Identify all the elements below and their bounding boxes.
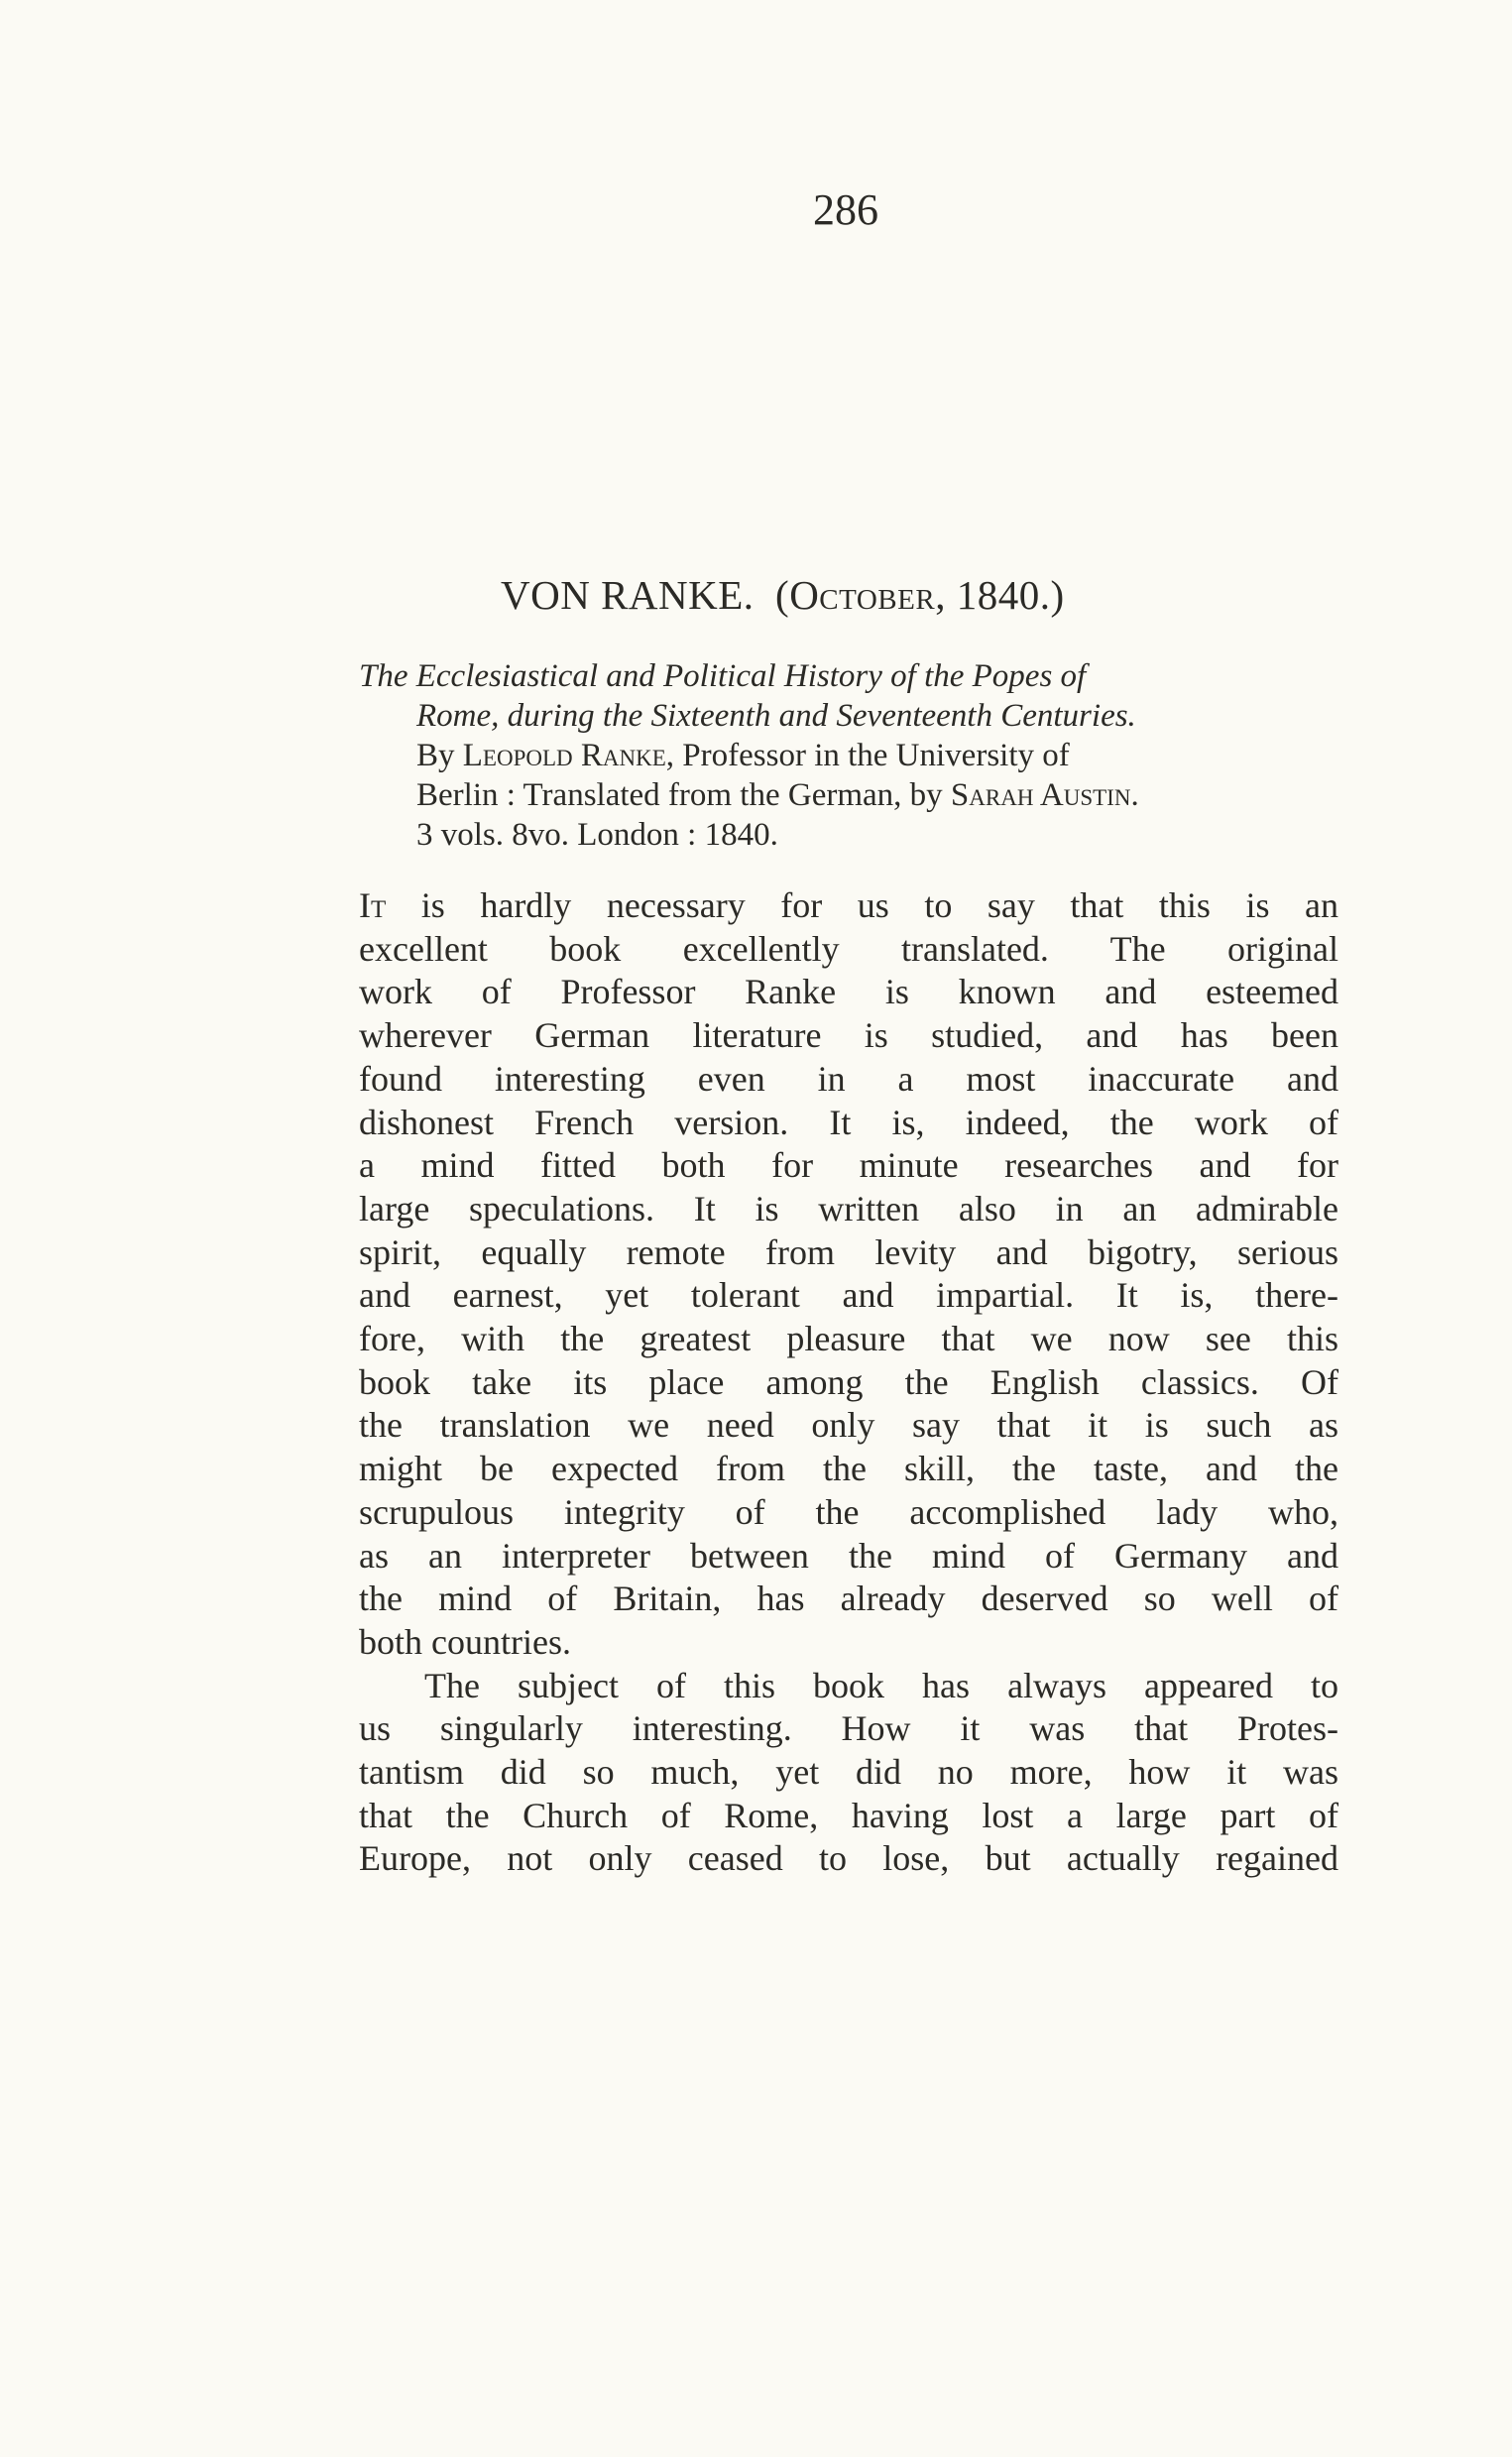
citation-line-2: Rome, during the Sixteenth and Seventeenth Centuries. [416, 698, 1136, 734]
citation-period: . [1130, 777, 1139, 813]
body-line: us singularly interesting. How it was that Protes- [359, 1708, 1338, 1749]
body-line: that the Church of Rome, having lost a large part of [359, 1795, 1338, 1835]
body-line: the translation we need only say that it is such as [359, 1405, 1338, 1446]
body-line: as an interpreter between the mind of Germany and [359, 1535, 1338, 1576]
body-line: large speculations. It is written also in an admirable [359, 1188, 1338, 1228]
title-date-month: October [789, 572, 936, 618]
citation-line-3 [359, 736, 1340, 775]
citation-line-1: The Ecclesiastical and Political History of the Popes of [359, 658, 1087, 694]
body-line: dishonest French version. It is, indeed, the work of [359, 1102, 1338, 1142]
essay-title [501, 571, 1065, 619]
citation-author-role: , Professor in the University of [665, 738, 1070, 773]
body-line: a mind fitted both for minute researches and for [359, 1145, 1338, 1186]
body-line: might be expected from the skill, the taste, and the [359, 1449, 1338, 1489]
book-citation [359, 656, 1340, 855]
citation-line-4 [359, 775, 1340, 815]
body-line: work of Professor Ranke is known and esteemed [359, 972, 1338, 1012]
citation-author: Leopold Ranke [462, 738, 666, 773]
body-line: and earnest, yet tolerant and impartial. It is, there- [359, 1275, 1338, 1316]
body-line: spirit, equally remote from levity and bigotry, serious [359, 1231, 1338, 1272]
citation-by: By [416, 738, 463, 773]
body-line: The subject of this book has always appeared to [424, 1665, 1338, 1705]
body-line: found interesting even in a most inaccurate and [359, 1058, 1338, 1099]
essay-body [359, 884, 1338, 1881]
title-main: VON RANKE. [501, 572, 755, 618]
title-date-open: ( [775, 572, 790, 618]
body-line: wherever German literature is studied, and has been [359, 1015, 1338, 1056]
body-line: the mind of Britain, has already deserved so well of [359, 1579, 1338, 1619]
citation-line-5: 3 vols. 8vo. London : 1840. [416, 817, 778, 853]
body-line: both countries. [359, 1621, 571, 1662]
body-line: fore, with the greatest pleasure that we now see this [359, 1319, 1338, 1359]
body-line: book take its place among the English classics. Of [359, 1361, 1338, 1402]
page-number: 286 [813, 185, 878, 234]
citation-translator: Sarah Austin [950, 777, 1131, 813]
citation-translated: Berlin : Translated from the German, by [416, 777, 951, 813]
body-line: It is hardly necessary for us to say that this is an [359, 885, 1338, 925]
title-date-rest: , 1840.) [935, 572, 1065, 618]
body-line: scrupulous integrity of the accomplished lady who, [359, 1491, 1338, 1532]
body-line: tantism did so much, yet did no more, how it was [359, 1752, 1338, 1793]
body-line: excellent book excellently translated. The original [359, 928, 1338, 969]
first-word: It [359, 885, 387, 925]
body-line: Europe, not only ceased to lose, but actually regained [359, 1838, 1338, 1879]
